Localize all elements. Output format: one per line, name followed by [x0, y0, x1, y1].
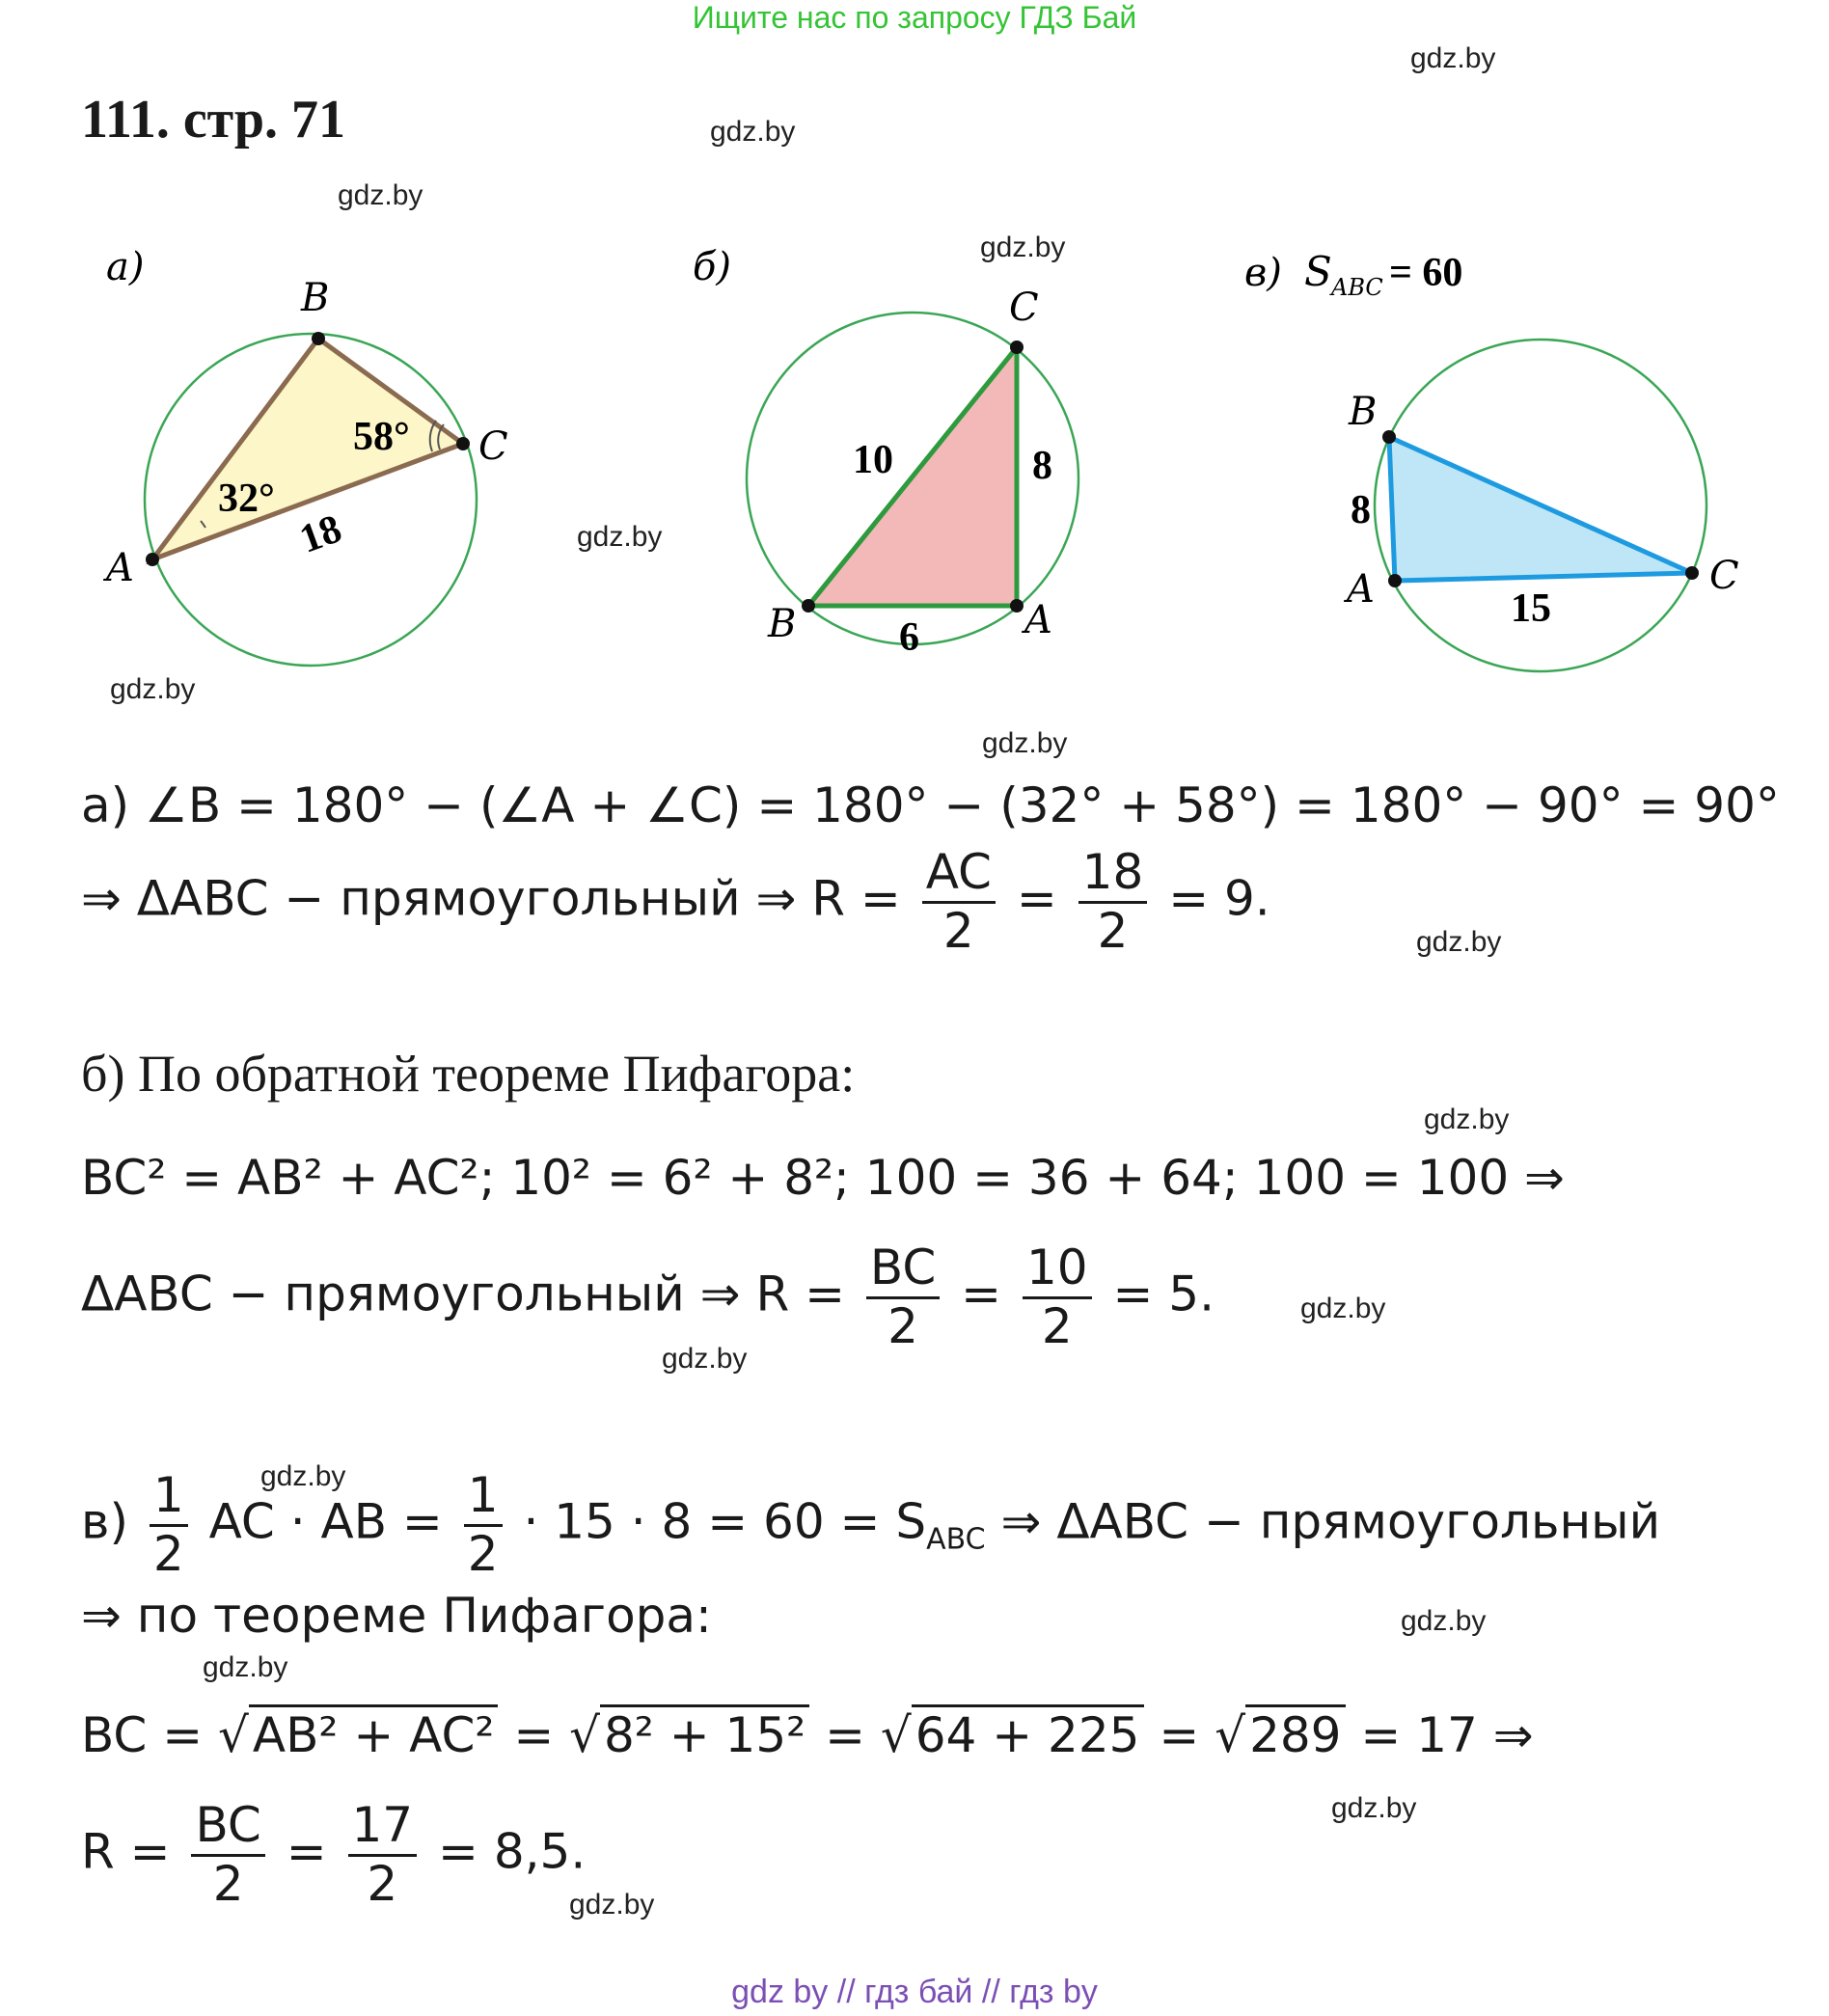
solution-v-line2: ⇒ по теореме Пифагора:	[81, 1588, 712, 1644]
numerator: 1	[150, 1468, 188, 1527]
watermark: gdz.by	[1424, 1103, 1510, 1135]
watermark: gdz.by	[1401, 1605, 1487, 1637]
fig-a-angle-c: 58°	[353, 415, 410, 459]
fig-v-point	[1382, 430, 1396, 444]
numerator: 1	[464, 1468, 503, 1527]
numerator: AC	[922, 845, 996, 904]
fig-b-point	[1010, 341, 1024, 354]
watermark: gdz.by	[338, 179, 423, 211]
fig-a-vertex-c: C	[478, 424, 508, 469]
fig-b-vertex-b: B	[768, 602, 797, 646]
fig-a-side-ac: 18	[293, 506, 348, 562]
fig-b-triangle	[808, 347, 1017, 606]
solution-a-line2	[81, 845, 1270, 959]
watermark: gdz.by	[1410, 42, 1496, 74]
fig-v-area-sub: ABC	[1331, 274, 1383, 301]
result: = 5.	[1112, 1266, 1215, 1322]
text: = √	[1159, 1707, 1246, 1763]
radicand: AB² + AC²	[249, 1704, 499, 1763]
fig-a-point	[456, 437, 470, 450]
watermark: gdz.by	[577, 521, 663, 553]
fig-b-label: б)	[693, 245, 732, 289]
solution-v-line1	[81, 1468, 1660, 1582]
fig-v-point	[1685, 566, 1699, 580]
fig-a-point	[312, 332, 325, 345]
result: = 9.	[1168, 870, 1270, 927]
fig-a-angle-a: 32°	[218, 477, 275, 521]
fig-v-area-label: S	[1304, 248, 1332, 295]
solution-b-text: ΔABC − прямоугольный ⇒ R =	[81, 1266, 845, 1322]
fraction	[191, 1798, 264, 1912]
solution-b-line2	[81, 1240, 1215, 1354]
fig-a-vertex-a: A	[106, 546, 134, 590]
text: BC = √	[81, 1707, 249, 1763]
fraction	[1078, 845, 1148, 959]
watermark: gdz.by	[1416, 926, 1502, 958]
text: AC · AB =	[208, 1493, 443, 1550]
text: · 15 · 8 = 60 = S	[523, 1493, 927, 1550]
fig-b-point	[1010, 599, 1024, 613]
fig-b-side-ac: 8	[1032, 444, 1052, 488]
fig-v-vertex-b: B	[1349, 390, 1378, 434]
watermark: gdz.by	[260, 1460, 346, 1492]
watermark: gdz.by	[662, 1343, 748, 1375]
fig-b-side-bc: 10	[853, 438, 893, 482]
solution-a-text: ⇒ ΔABC − прямоугольный ⇒ R =	[81, 870, 901, 927]
figures	[0, 232, 1829, 695]
fig-v-side-ac: 15	[1511, 586, 1551, 631]
denominator: 2	[1041, 1297, 1073, 1354]
fig-a-point	[146, 553, 159, 566]
subscript: ABC	[926, 1522, 986, 1557]
fig-v-point	[1388, 574, 1402, 587]
watermark: gdz.by	[982, 727, 1068, 759]
solution-v-line4	[81, 1798, 586, 1912]
text: = 17 ⇒	[1360, 1707, 1534, 1763]
equals: =	[286, 1823, 327, 1880]
fraction	[464, 1468, 503, 1582]
denominator: 2	[1097, 902, 1129, 959]
exercise-heading: 111. стр. 71	[81, 90, 346, 150]
text: R =	[81, 1823, 171, 1880]
numerator: 18	[1078, 845, 1148, 904]
denominator: 2	[367, 1855, 398, 1912]
denominator: 2	[887, 1297, 918, 1354]
radicand: 289	[1245, 1704, 1345, 1763]
watermark: gdz.by	[110, 673, 196, 705]
denominator: 2	[942, 902, 974, 959]
prefix: в)	[81, 1493, 128, 1550]
solution-b-line1: BC² = AB² + AC²; 10² = 6² + 8²; 100 = 36 + 64; 100 = 100 ⇒	[81, 1150, 1565, 1206]
numerator: 17	[348, 1798, 418, 1857]
top-banner: Ищите нас по запросу ГДЗ Бай	[692, 0, 1137, 35]
watermark: gdz.by	[980, 232, 1066, 263]
footer-watermark: gdz by // гдз бай // гдз by	[731, 1974, 1098, 2010]
fig-v-vertex-c: C	[1709, 554, 1739, 598]
fig-v-label: в)	[1244, 251, 1282, 295]
fraction	[348, 1798, 418, 1912]
watermark: gdz.by	[1331, 1792, 1417, 1824]
fraction	[1023, 1240, 1092, 1354]
watermark: gdz.by	[710, 116, 796, 148]
watermark: gdz.by	[1300, 1293, 1386, 1324]
solution-a-line1: а) ∠B = 180° − (∠A + ∠C) = 180° − (32° + 58°) = 180° − 90° = 90°	[81, 777, 1780, 833]
numerator: BC	[866, 1240, 940, 1299]
result: = 8,5.	[438, 1823, 587, 1880]
fig-a-label: а)	[106, 245, 145, 289]
fig-b-side-ab: 6	[899, 615, 919, 660]
text: = √	[825, 1707, 912, 1763]
denominator: 2	[467, 1525, 499, 1582]
fig-v-side-ab: 8	[1351, 488, 1371, 532]
fig-v-vertex-a: A	[1347, 567, 1375, 612]
watermark: gdz.by	[569, 1889, 655, 1921]
fig-v-triangle	[1389, 437, 1692, 581]
watermark: gdz.by	[203, 1651, 288, 1683]
equals: =	[1016, 870, 1057, 927]
radicand: 8² + 15²	[600, 1704, 809, 1763]
solution-b-title: б) По обратной теореме Пифагора:	[81, 1045, 856, 1103]
fig-b-vertex-a: A	[1024, 598, 1052, 642]
denominator: 2	[212, 1855, 244, 1912]
numerator: BC	[191, 1798, 264, 1857]
numerator: 10	[1023, 1240, 1092, 1299]
fraction	[866, 1240, 940, 1354]
fraction	[922, 845, 996, 959]
equals: =	[961, 1266, 1002, 1322]
fraction	[150, 1468, 188, 1582]
fig-b-vertex-c: C	[1009, 286, 1039, 330]
text: = √	[513, 1707, 600, 1763]
fig-a-vertex-b: B	[301, 276, 330, 320]
fig-b-point	[802, 599, 815, 613]
denominator: 2	[152, 1525, 184, 1582]
text: ⇒ ΔABC − прямоугольный	[1000, 1493, 1661, 1550]
radicand: 64 + 225	[912, 1704, 1144, 1763]
fig-v-area-value: = 60	[1389, 251, 1463, 295]
solution-v-line3	[81, 1707, 1534, 1763]
